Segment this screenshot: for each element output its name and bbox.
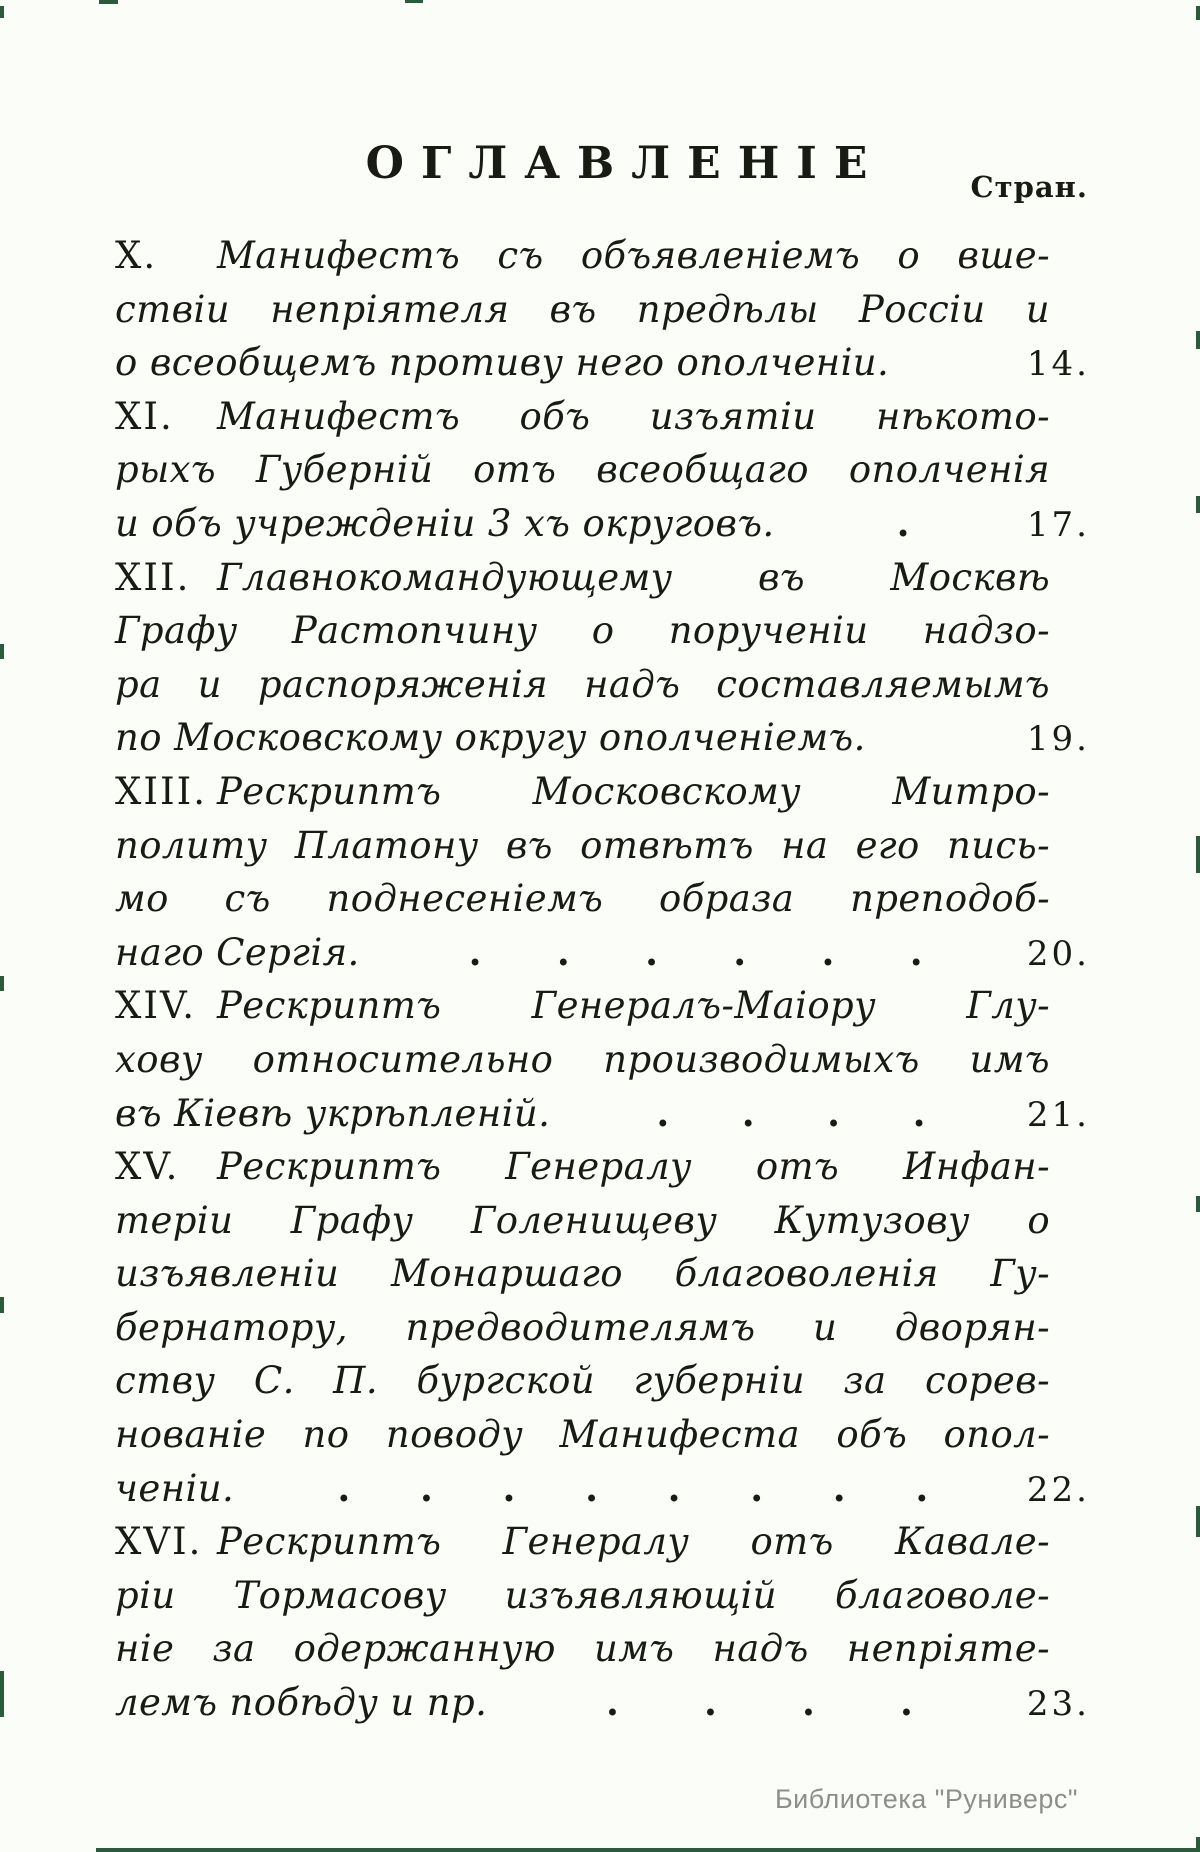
scan-edge-mark	[0, 1297, 4, 1313]
entry-line	[115, 1140, 1050, 1194]
leader-dot: .	[468, 929, 482, 974]
entry-line-text: въ Кіевѣ укрѣпленій.	[115, 1091, 551, 1135]
entry-line	[115, 926, 1090, 980]
leader-dot: .	[827, 1090, 841, 1135]
entry-line: мо съ поднесеніемъ образа преподоб-	[115, 877, 1050, 921]
entry-line	[115, 551, 1050, 605]
scan-edge-mark	[96, 1848, 1200, 1852]
entry-line: политу Платону въ отвѣтъ на его пись-	[115, 823, 1050, 867]
leader-dot: .	[585, 1465, 599, 1510]
scan-edge-mark	[0, 976, 4, 991]
entry-line: Графу Растопчину о порученіи надзо-	[115, 609, 1050, 653]
leader-dot: .	[419, 1465, 434, 1510]
entry-line-text: Манифестъ съ объявленіемъ о вше-	[217, 234, 1050, 277]
toc-entry-xii	[115, 551, 1090, 765]
entry-line	[115, 979, 1050, 1033]
entry-line-text: Рескриптъ Московскому Митро-	[217, 769, 1050, 813]
entry-line	[115, 1515, 1050, 1569]
leader-dot: .	[337, 1465, 351, 1510]
entry-line	[115, 336, 1090, 390]
leader-dots	[268, 1462, 998, 1516]
scan-edge-mark	[1196, 1196, 1200, 1212]
leader-dot: .	[556, 929, 571, 974]
leader-dot: .	[741, 1090, 756, 1135]
scan-edge-mark	[99, 0, 118, 4]
entry-line: ра и распоряженія надъ составляемымъ	[115, 662, 1050, 706]
page-number: 22.	[1026, 1469, 1090, 1510]
entry-numeral: XIV.	[115, 984, 196, 1028]
entry-line: изъявленіи Монаршаго благоволенія Гу-	[115, 1252, 1050, 1296]
entry-line	[115, 390, 1050, 444]
leader-dot: .	[899, 1680, 914, 1725]
toc-entry-x	[115, 229, 1090, 390]
leader-dot: .	[909, 929, 924, 974]
entry-numeral: XV.	[115, 1145, 180, 1189]
entry-numeral: X.	[115, 234, 158, 277]
leader-dot: .	[750, 1465, 764, 1510]
page-number: 21.	[1026, 1094, 1090, 1135]
entry-line	[115, 1087, 1090, 1141]
scan-edge-mark	[0, 6, 4, 18]
leader-dots	[809, 497, 998, 551]
scan-edge-mark	[1196, 331, 1200, 349]
entry-line	[115, 229, 1050, 283]
page-number: 23.	[1026, 1684, 1090, 1725]
entry-line: теріи Графу Голенищеву Кутузову о	[115, 1198, 1050, 1242]
runivers-watermark: Библиотека "Руниверс"	[774, 1784, 1078, 1814]
leader-dot: .	[645, 929, 659, 974]
leader-dots	[584, 1087, 998, 1141]
entry-line-text: ченіи.	[115, 1466, 235, 1510]
toc-entry-xvi	[115, 1515, 1090, 1729]
page-title: ОГЛАВЛЕНІЕ	[365, 138, 885, 189]
leader-dot: .	[703, 1680, 718, 1725]
scan-edge-mark	[1196, 1506, 1200, 1537]
page-number: 19.	[1026, 719, 1090, 760]
entry-line	[115, 497, 1090, 551]
leader-dot: .	[912, 1090, 926, 1135]
table-of-contents	[115, 229, 1090, 1730]
scan-edge-mark	[0, 1671, 4, 1717]
entry-line	[115, 1676, 1090, 1730]
entry-line	[115, 711, 1090, 765]
toc-entry-xv	[115, 1140, 1090, 1515]
leader-dot: .	[915, 1465, 929, 1510]
toc-entry-xiii	[115, 765, 1090, 979]
leader-dot: .	[896, 500, 910, 545]
entry-numeral: XI.	[115, 394, 174, 438]
entry-numeral: XVI.	[115, 1520, 203, 1564]
entry-line: бернатору, предводителямъ и дворян-	[115, 1305, 1050, 1349]
leader-dots	[394, 926, 998, 980]
leader-dot: .	[733, 929, 747, 974]
scan-edge-mark	[0, 644, 4, 659]
entry-numeral: XII.	[115, 555, 191, 599]
leader-dot: .	[502, 1465, 516, 1510]
entry-line-text: по Московскому округу ополченіемъ.	[115, 716, 866, 760]
entry-line: хову относительно производимыхъ имъ	[115, 1037, 1050, 1081]
leader-dot: .	[605, 1680, 620, 1725]
leader-dot: .	[656, 1090, 670, 1135]
leader-dots	[521, 1676, 998, 1730]
entry-line: рыхъ Губерній отъ всеобщаго ополченія	[115, 448, 1050, 492]
entry-line: ріи Тормасову изъявляющій благоволе-	[115, 1573, 1050, 1617]
leader-dot: .	[667, 1465, 681, 1510]
scan-edge-mark	[1196, 496, 1200, 513]
entry-line-text: и объ учрежденіи 3 хъ округовъ.	[115, 501, 775, 545]
entry-line: ствіи непріятеля въ предѣлы Россіи и	[115, 287, 1050, 331]
toc-entry-xi	[115, 390, 1090, 551]
entry-line-text: Главнокомандующему въ Москвѣ	[217, 555, 1050, 599]
toc-entry-xiv	[115, 979, 1090, 1140]
page-number: 20.	[1026, 933, 1090, 974]
entry-line-text: Рескриптъ Генералъ-Маіору Глу-	[217, 984, 1050, 1028]
entry-line-text: Рескриптъ Генералу отъ Кавале-	[217, 1520, 1050, 1564]
entry-line: нованіе по поводу Манифеста объ опол-	[115, 1413, 1050, 1457]
entry-line	[115, 765, 1050, 819]
entry-line-text: Манифестъ объ изъятіи нѣкото-	[217, 394, 1050, 438]
page-column-header: Стран.	[970, 170, 1088, 204]
page-number: 14.	[1026, 344, 1090, 385]
entry-line: ніе за одержанную имъ надъ непріяте-	[115, 1627, 1050, 1671]
entry-line	[115, 1462, 1090, 1516]
entry-line-text: о всеобщемъ противу него ополченіи.	[115, 341, 890, 385]
entry-line-text: лемъ побѣду и пр.	[115, 1681, 488, 1725]
entry-line-text: Рескриптъ Генералу отъ Инфан-	[217, 1145, 1050, 1189]
leader-dot: .	[801, 1680, 816, 1725]
entry-line: ству С. П. бургской губерніи за сорев-	[115, 1359, 1050, 1403]
scan-edge-mark	[405, 0, 423, 3]
leader-dot: .	[832, 1465, 847, 1510]
page-number: 17.	[1026, 504, 1090, 545]
scan-edge-mark	[1196, 836, 1200, 873]
entry-line-text: наго Сергія.	[115, 930, 360, 974]
leader-dot: .	[821, 929, 835, 974]
entry-numeral: XIII.	[115, 769, 207, 813]
scan-edge-mark	[1196, 6, 1200, 20]
